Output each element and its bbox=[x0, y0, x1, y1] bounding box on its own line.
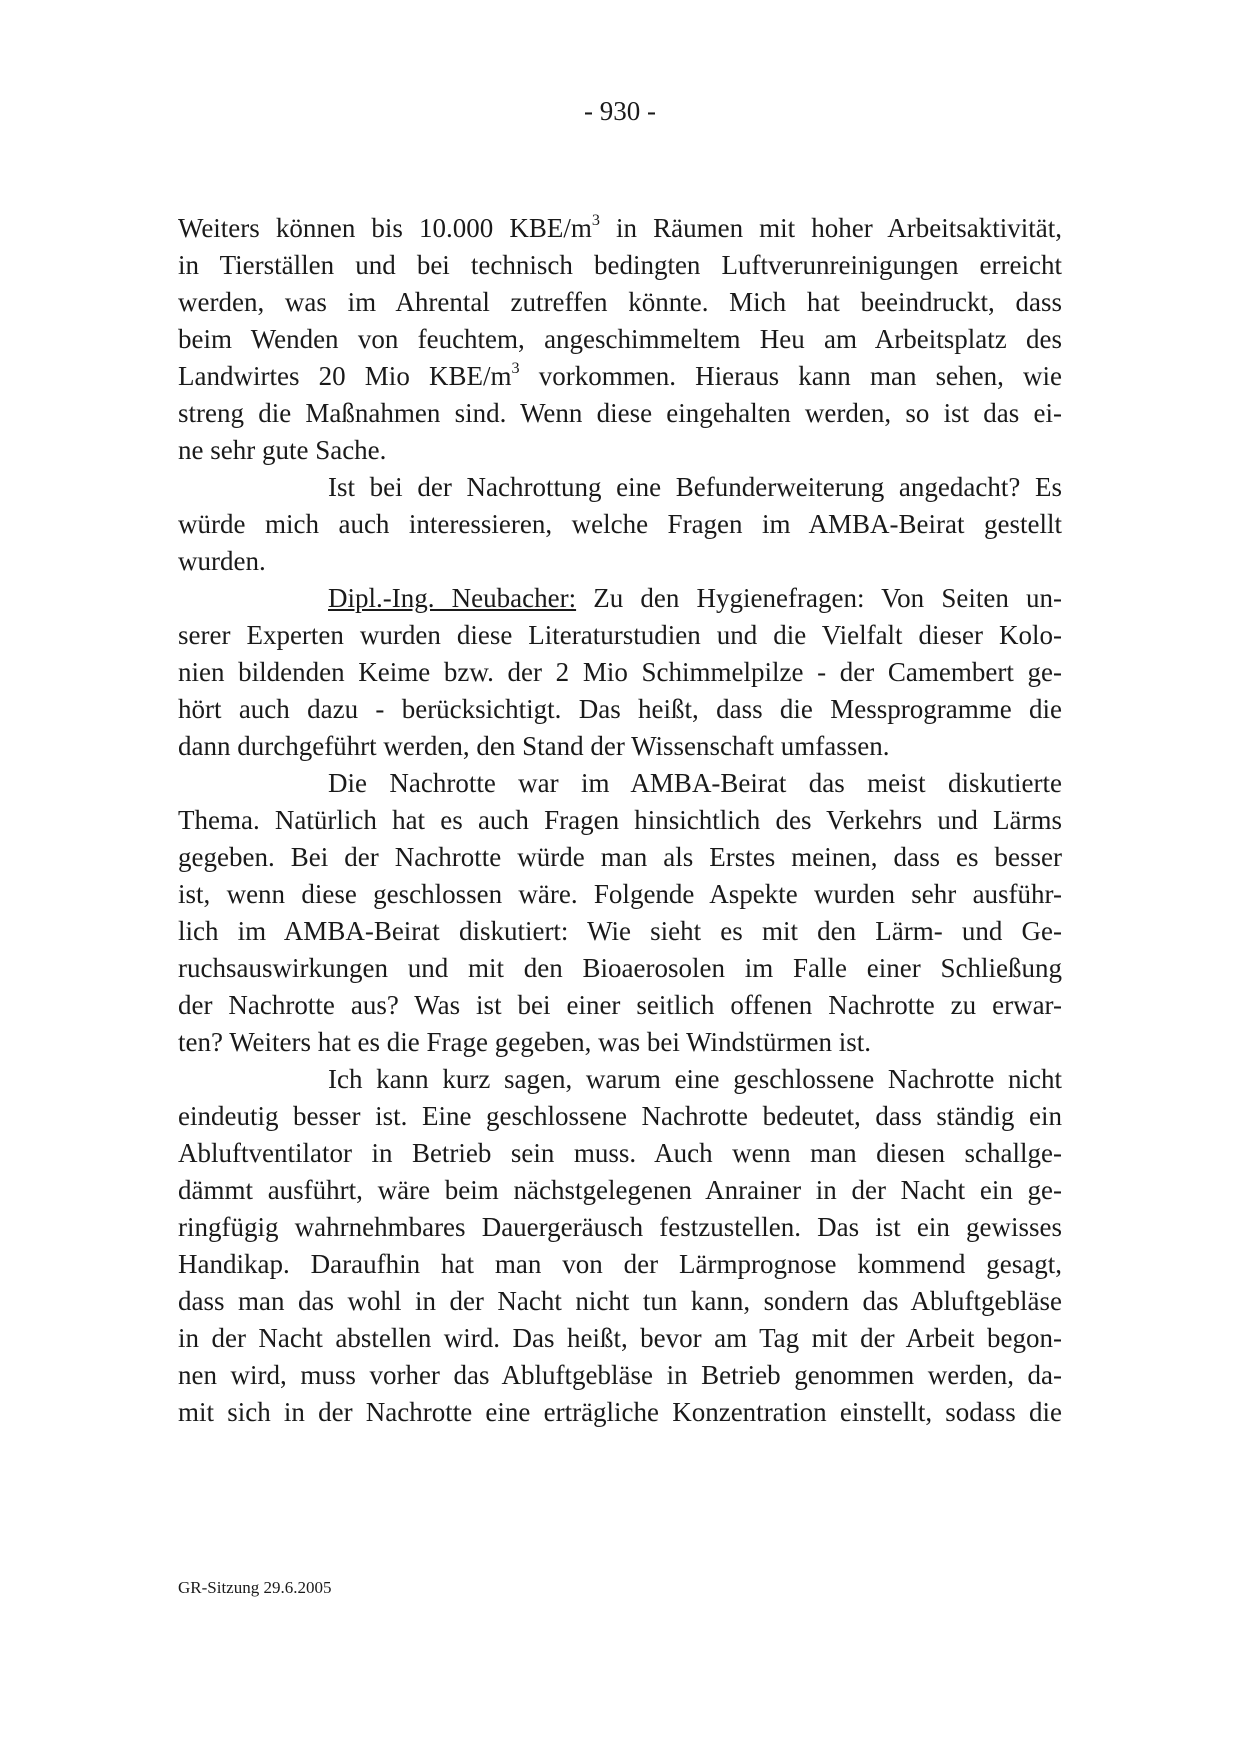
text-line: Handikap. Daraufhin hat man von der Lärmprognose kommend gesagt, bbox=[178, 1249, 1062, 1279]
text-line: würde mich auch interessieren, welche Fragen im AMBA-Beirat gestellt bbox=[178, 509, 1062, 539]
text-line: dann durchgeführt werden, den Stand der Wissenschaft umfassen. bbox=[178, 731, 890, 761]
text-line: dass man das wohl in der Nacht nicht tun kann, sondern das Abluftgebläse bbox=[178, 1286, 1062, 1316]
text-line: Ich kann kurz sagen, warum eine geschlossene Nachrotte nicht bbox=[328, 1064, 1062, 1094]
text-line: mit sich in der Nachrotte eine erträgliche Konzentration einstellt, sodass die bbox=[178, 1397, 1062, 1427]
text-line: nien bildenden Keime bzw. der 2 Mio Schimmelpilze - der Camembert ge- bbox=[178, 657, 1062, 687]
text-line: eindeutig besser ist. Eine geschlossene Nachrotte bedeutet, dass ständig ein bbox=[178, 1101, 1062, 1131]
text-line: ruchsauswirkungen und mit den Bioaerosolen im Falle einer Schließung bbox=[178, 953, 1062, 983]
text-line: werden, was im Ahrental zutreffen könnte. Mich hat beeindruckt, dass bbox=[178, 287, 1062, 317]
text-line: lich im AMBA-Beirat diskutiert: Wie sieht es mit den Lärm- und Ge- bbox=[178, 916, 1062, 946]
text-line: in Tierställen und bei technisch bedingten Luftverunreinigungen erreicht bbox=[178, 250, 1062, 280]
footer-session-date: GR-Sitzung 29.6.2005 bbox=[178, 1578, 332, 1597]
speaker-name: Dipl.-Ing. Neubacher: bbox=[328, 583, 577, 613]
text-line: streng die Maßnahmen sind. Wenn diese eingehalten werden, so ist das ei- bbox=[178, 398, 1062, 428]
text-line: Landwirtes 20 Mio KBE/$m^3$ vorkommen. Hieraus kann man sehen, wie bbox=[178, 358, 1062, 391]
body-text bbox=[178, 210, 1062, 1431]
text-line: Die Nachrotte war im AMBA-Beirat das meist diskutierte bbox=[328, 768, 1062, 798]
text-line: Thema. Natürlich hat es auch Fragen hinsichtlich des Verkehrs und Lärms bbox=[178, 805, 1062, 835]
text-line: ten? Weiters hat es die Frage gegeben, was bei Windstürmen ist. bbox=[178, 1027, 872, 1057]
text-line: dämmt ausführt, wäre beim nächstgelegenen Anrainer in der Nacht ein ge- bbox=[178, 1175, 1062, 1205]
text-line: wurden. bbox=[178, 546, 266, 576]
text-line: ringfügig wahrnehmbares Dauergeräusch festzustellen. Das ist ein gewisses bbox=[178, 1212, 1062, 1242]
text-line: hört auch dazu - berücksichtigt. Das heißt, dass die Messprogramme die bbox=[178, 694, 1062, 724]
text-line: der Nachrotte aus? Was ist bei einer seitlich offenen Nachrotte zu erwar- bbox=[178, 990, 1062, 1020]
text-line: Dipl.-Ing. Neubacher: Zu den Hygienefragen: Von Seiten un- bbox=[328, 583, 1062, 613]
text-line: Weiters können bis 10.000 KBE/$m^3$ in Räumen mit hoher Arbeitsaktivität, bbox=[178, 210, 1062, 243]
text-line: ne sehr gute Sache. bbox=[178, 435, 387, 465]
text-line: gegeben. Bei der Nachrotte würde man als Erstes meinen, dass es besser bbox=[178, 842, 1062, 872]
page-number: - 930 - bbox=[584, 96, 656, 126]
text-line: ist, wenn diese geschlossen wäre. Folgende Aspekte wurden sehr ausführ- bbox=[178, 879, 1062, 909]
text-line: in der Nacht abstellen wird. Das heißt, bevor am Tag mit der Arbeit begon- bbox=[178, 1323, 1062, 1353]
text-line: beim Wenden von feuchtem, angeschimmeltem Heu am Arbeitsplatz des bbox=[178, 324, 1062, 354]
text-line: nen wird, muss vorher das Abluftgebläse in Betrieb genommen werden, da- bbox=[178, 1360, 1062, 1390]
text-line: serer Experten wurden diese Literaturstudien und die Vielfalt dieser Kolo- bbox=[178, 620, 1062, 650]
text-line: Ist bei der Nachrottung eine Befunderweiterung angedacht? Es bbox=[328, 472, 1062, 502]
text-line: Abluftventilator in Betrieb sein muss. Auch wenn man diesen schallge- bbox=[178, 1138, 1062, 1168]
